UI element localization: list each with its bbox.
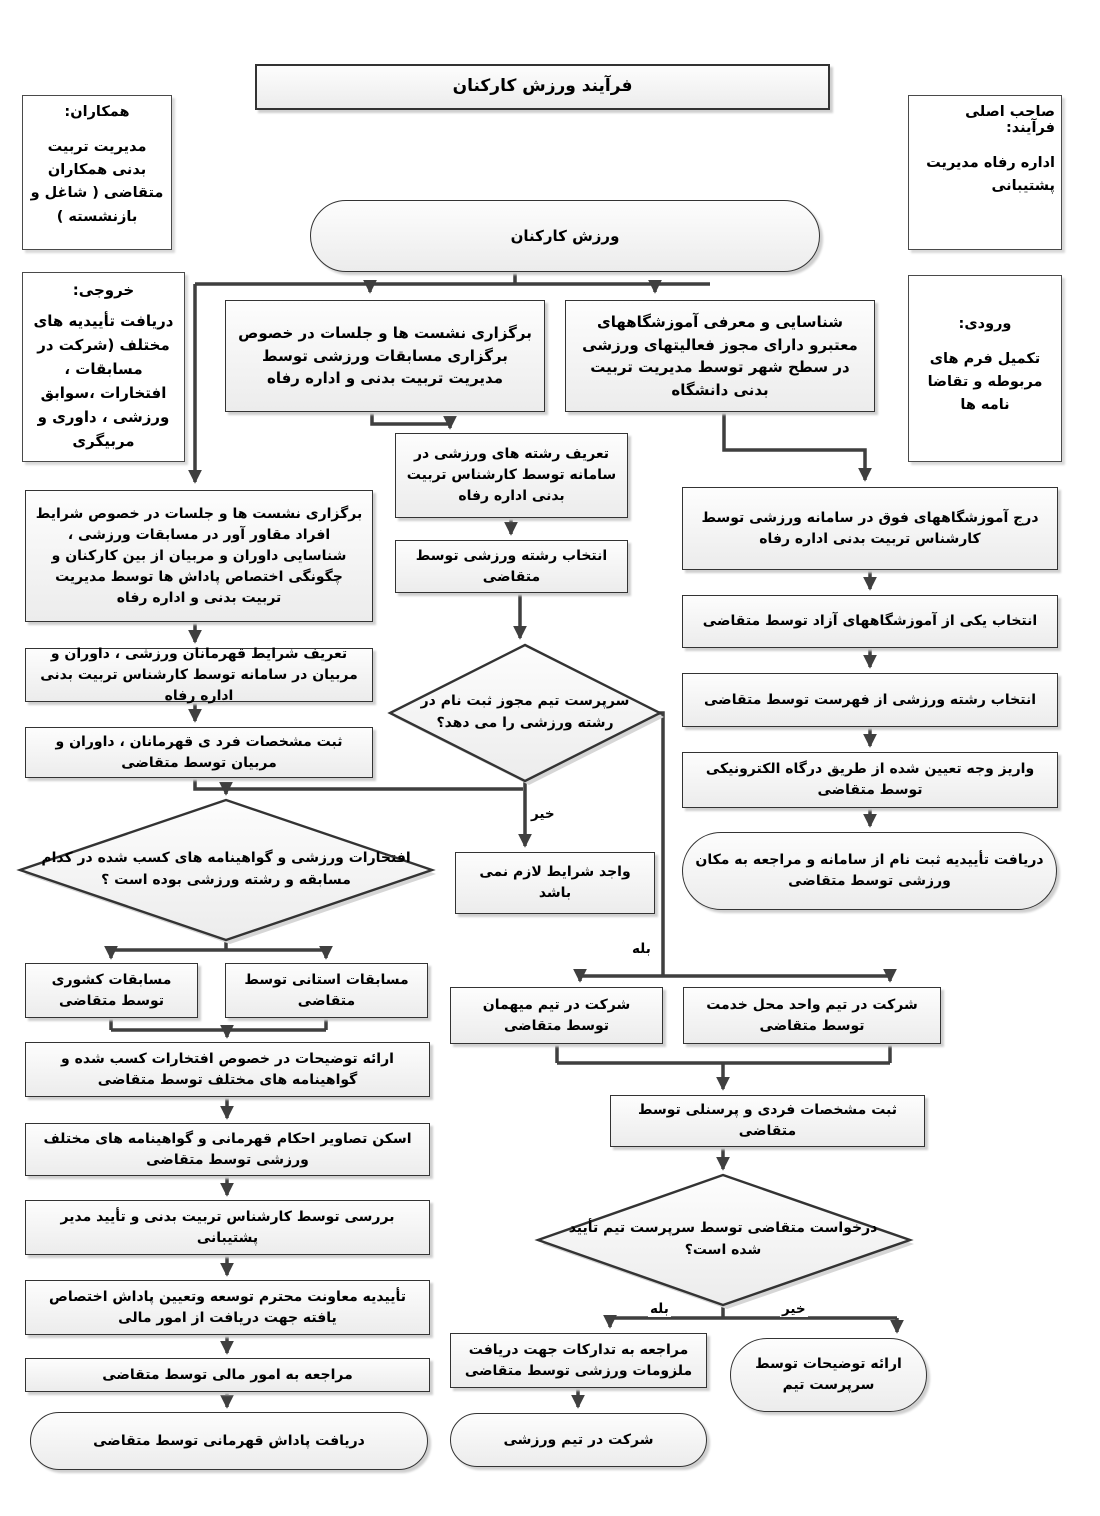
node-register-champion-info: ثبت مشخصات فرد ی قهرمانان ، داوران و مربیان توسط متقاضی	[25, 727, 373, 778]
panel-input	[908, 275, 1062, 462]
node-guest-team: شرکت در تیم میهمان توسط متقاضی	[450, 987, 663, 1044]
edge-label-no-1: خیر	[531, 806, 555, 822]
node-pay-fee: واریز وجه تعیین شده از طریق درگاه الکترونیکی توسط متقاضی	[682, 752, 1058, 808]
node-identify-schools: شناسایی و معرفی آموزشگاههای معتبرو دارای مجوز فعالیتهای ورزشی در سطح شهر توسط مدیریت تربیت بدنی دانشگاه	[565, 300, 875, 412]
decision-supervisor-permission: سرپرست تیم مجوز ثبت نام در رشته ورزشی را می دهد؟	[420, 693, 630, 731]
node-explain-honors: ارائه توضیحات در خصوص افتخارات کسب شده و گواهینامه های مختلف توسط متقاضی	[25, 1042, 430, 1097]
page-title: فرآیند ورزش کارکنان	[255, 64, 830, 110]
panel-colleagues-heading: همکاران:	[64, 104, 130, 120]
node-receive-reward: دریافت پاداش قهرمانی توسط متقاضی	[30, 1412, 428, 1470]
panel-owner-body: اداره رفاه مدیریت پشتیبانی	[926, 155, 1055, 195]
node-choose-school: انتخاب یکی از آموزشگاههای آزاد توسط متقاضی	[682, 595, 1058, 648]
node-deputy-approval: تأییدیه معاونت محترم توسعه وتعیین پاداش اختصاص یافته جهت دریافت از امور مالی	[25, 1280, 430, 1335]
panel-owner	[908, 95, 1062, 250]
node-start: ورزش کارکنان	[310, 200, 820, 272]
node-define-champion-conditions: تعریف شرایط قهرمانان ورزشی ، داوران و مربیان در سامانه توسط کارشناس تربیت بدنی اداره رفاه	[25, 648, 373, 702]
edge-label-yes-2: بله	[650, 1301, 669, 1317]
edge-yes-long-line	[658, 713, 663, 976]
panel-colleagues-body: مدیریت تربیت بدنی همکاران متقاضی ( شاغل و بازنشسته )	[30, 139, 164, 225]
edge-label-no-2: خیر	[782, 1301, 806, 1317]
node-team-head-explanations: ارائه توضیحات توسط سرپرست تیم	[730, 1338, 927, 1412]
node-not-eligible: واجد شرایط لازم نمی باشد	[455, 852, 655, 914]
node-choose-sport-from-list: انتخاب رشته ورزشی از فهرست توسط متقاضی	[682, 673, 1058, 727]
edge-champions-elbow	[195, 778, 523, 789]
node-receive-registration-confirm: دریافت تأییدیه ثبت نام از سامانه و مراجعه به مکان ورزشی توسط متقاضی	[682, 832, 1057, 910]
edge-to-insert-schools	[724, 412, 865, 480]
panel-output-heading: خروجی:	[72, 281, 135, 299]
node-unit-team: شرکت در تیم واحد محل خدمت توسط متقاضی	[683, 987, 941, 1044]
node-national-matches: مسابقات کشوری توسط متقاضی	[25, 963, 198, 1018]
node-scan-certificates: اسکن تصاویر احکام قهرمانی و گواهینامه های مختلف ورزشی توسط متقاضی	[25, 1123, 430, 1176]
panel-colleagues	[22, 95, 172, 250]
panel-input-heading: ورودی:	[958, 316, 1012, 332]
panel-output	[22, 272, 185, 462]
node-hold-meetings-matches: برگزاری نشست ها و جلسات در خصوص برگزاری مسابقات ورزشی توسط مدیریت تربیت بدنی و اداره رفاه	[225, 300, 545, 412]
panel-owner-heading: صاحب اصلی فرآیند:	[965, 104, 1055, 136]
node-choose-sport: انتخاب رشته ورزشی توسط متقاضی	[395, 540, 628, 593]
node-go-to-finance: مراجعه به امور مالی توسط متقاضی	[25, 1358, 430, 1392]
node-define-sports: تعریف رشته های ورزشی در سامانه توسط کارشناس تربیت بدنی اداره رفاه	[395, 433, 628, 518]
node-join-sport-team: شرکت در تیم ورزشی	[450, 1413, 707, 1467]
panel-input-body: تکمیل فرم های مربوطه و تقاضا نامه ها	[927, 351, 1043, 414]
decision-honors: افتخارات ورزشی و گواهینامه های کسب شده در کدام مسابقه و رشته ورزشی بوده است ؟	[41, 850, 411, 888]
node-register-personal-info: ثبت مشخصات فردی و پرسنلی توسط متقاضی	[610, 1095, 925, 1147]
panel-output-body: دریافت تأییدیه های مختلف (شرکت در مسابقات ، افتخارات ،سوابق ورزشی ، داوری و مربیگری	[33, 312, 174, 450]
node-insert-schools: درج آموزشگاههای فوق در سامانه ورزشی توسط کارشناس تربیت بدنی اداره رفاه	[682, 487, 1058, 570]
node-provincial-matches: مسابقات استانی توسط متقاضی	[225, 963, 428, 1018]
edge-to-define-sports	[372, 412, 450, 428]
node-go-to-logistics: مراجعه به تدارکات جهت دریافت ملزومات ورزشی توسط متقاضی	[450, 1333, 707, 1388]
node-hold-meetings-conditions: برگزاری نشست ها و جلسات در خصوص شرایط افراد مقاور آور در مسابقات ورزشی ، شناسایی داوران و مربیان از بین کارکنان و چگونگی اختصاص پاداش ها توسط مدیریت تربیت بدنی و اداره رفاه	[25, 490, 373, 622]
edge-label-yes-1: بله	[632, 941, 651, 957]
node-expert-review: بررسی توسط کارشناس تربیت بدنی و تأیید مدیر پشتیبانی	[25, 1200, 430, 1255]
decision-request-approved: درخواست متقاضی توسط سرپرست تیم تأیید شده است؟	[568, 1220, 878, 1258]
